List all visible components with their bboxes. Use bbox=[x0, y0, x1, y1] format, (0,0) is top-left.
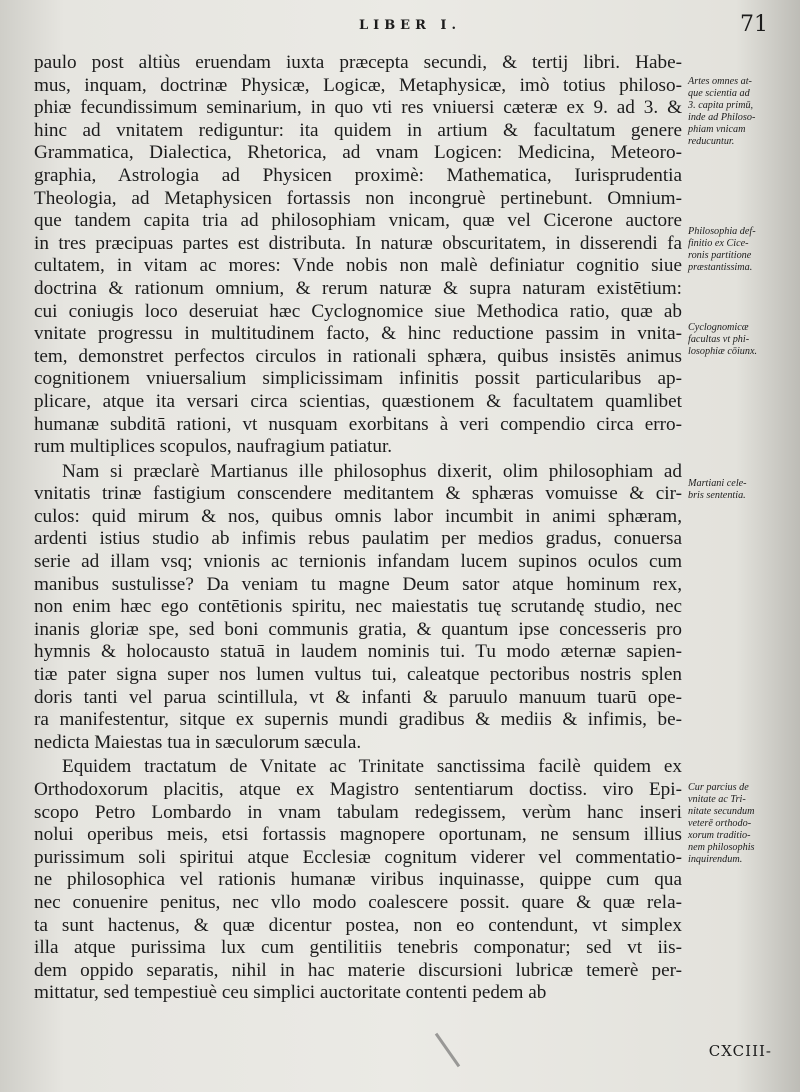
text-line: rum multiplices scopulos, naufragium patiatur. bbox=[34, 436, 393, 458]
marginal-note-line: facultas vt phi- bbox=[688, 334, 750, 345]
paragraph bbox=[34, 52, 682, 459]
marginal-note-trinitate bbox=[688, 782, 792, 866]
marginal-note-line: losophiæ cōiunx. bbox=[688, 346, 758, 357]
text-line: vnitatis trinæ fastigium conscendere meditantem & sphæras vomuisse & cir- bbox=[34, 483, 682, 505]
text-line: purissimum soli spiritui atque Ecclesiæ cognitum viderer vel commentatio- bbox=[34, 846, 682, 868]
text-line: nedicta Maiestas tua in sæculorum sæcula. bbox=[34, 731, 362, 753]
marginal-note-artes bbox=[688, 76, 792, 148]
text-line: non enim hæc ego contētionis spiritu, nec maiestatis tuę scrutandę studio, nec bbox=[34, 596, 682, 618]
marginal-note-line: Martiani cele- bbox=[688, 478, 747, 489]
text-line: culos: quid mirum & nos, quibus omnis labor incumbit in animi sphæram, bbox=[34, 505, 682, 527]
marginal-note-line: inde ad Philoso- bbox=[688, 112, 756, 123]
text-line: Equidem tractatum de Vnitate ac Trinitate sanctissima facilè quidem ex bbox=[62, 756, 682, 778]
marginal-note-line: Philosophia def- bbox=[688, 226, 756, 237]
marginal-note-line: inquirendum. bbox=[688, 854, 743, 865]
marginal-note-martiani bbox=[688, 478, 792, 502]
text-line: nec conuenire penitus, nec vllo modo coalescere possit. quare & quæ rela- bbox=[34, 891, 682, 913]
text-line: ne philosophica vel rationis humanæ viribus inquinasse, quippe cum qua bbox=[34, 869, 682, 891]
text-line: que tandem capita tria ad philosophiam vnicam, quæ vel Cicerone auctore bbox=[34, 210, 682, 232]
marginal-note-line: præstantissima. bbox=[688, 262, 753, 273]
text-line: Nam si præclarè Martianus ille philosophus dixerit, olim philosophiam ad bbox=[62, 460, 682, 482]
main-text bbox=[34, 52, 682, 1007]
text-line: cognitionem vniuersalium simplicissimam infinitis possit particularibus ap- bbox=[34, 368, 682, 390]
text-line: plicare, atque ita versari circa scientias, quæstionem & facultatem quamlibet bbox=[34, 390, 682, 412]
marginal-note-line: phiam vnicam bbox=[688, 124, 746, 135]
text-line: serie ad illam vsq; vnionis ac ternionis infandam lucem supinos oculos cum bbox=[34, 551, 682, 573]
text-line: mittatur, sed tempestiuè ceu simplici auctoritate contenti pedem ab bbox=[34, 982, 547, 1004]
text-line: paulo post altiùs eruendam iuxta præcepta secundi, & tertij libri. Habe- bbox=[34, 52, 682, 73]
text-line: inanis gloriæ spe, sed boni communis gratia, & quantum ipse concesseris pro bbox=[34, 618, 682, 640]
marginal-note-philosophia bbox=[688, 226, 792, 274]
text-line: hymnis & holocausto statuā in laudem nominis tui. Tu modo æternæ sapien- bbox=[34, 641, 682, 663]
text-line: doris tanti vel parua scintillula, vt & infanti & paruulo manuum tuarū ope- bbox=[34, 686, 682, 708]
text-line: ardenti istius studio ab infimis rebus paulatim per medios gradus, conuersa bbox=[34, 528, 682, 550]
text-line: in tres præcipuas partes est distributa. In naturæ obscuritatem, in disserendi fa bbox=[34, 232, 682, 254]
marginal-note-line: vnitate ac Tri- bbox=[688, 794, 746, 805]
text-line: illa atque purissima lux cum gentilitiis tenebris componatur; sed vt iis- bbox=[34, 937, 682, 959]
text-line: cui coniugis loco deseruiat hæc Cyclognomice siue Methodica ratio, quæ ab bbox=[34, 300, 682, 322]
marginal-note-line: reducuntur. bbox=[688, 136, 735, 147]
marginal-note-cyclognomice bbox=[688, 322, 792, 358]
marginal-note-line: que scientia ad bbox=[688, 88, 750, 99]
marginal-note-line: veterē orthodo- bbox=[688, 818, 752, 829]
running-head: LIBER I. bbox=[358, 18, 462, 33]
marginal-note-line: ronis partitione bbox=[688, 250, 752, 261]
marginal-note-line: Cur parcius de bbox=[688, 782, 749, 793]
text-line: cultatem, in vitam ac mores: Vnde nobis non malè definiatur cognitio siue bbox=[34, 255, 682, 277]
text-line: humanæ subditā rationi, vt nusquam exorbitans à veri compendio circa erro- bbox=[34, 413, 682, 435]
marginal-note-line: xorum traditio- bbox=[688, 830, 751, 841]
text-line: graphia, Astrologia ad Physicen proximè: Mathematica, Iurisprudentia bbox=[34, 164, 682, 186]
text-line: manibus sustulisse? Da veniam tu magne Deum sator atque hominum rex, bbox=[34, 573, 682, 595]
text-line: hinc ad vnitatem rediguntur: ita quidem in artium & facultatum genere bbox=[34, 119, 682, 141]
text-line: doctrina & rationum omnium, & rerum naturæ & supra naturam existētium: bbox=[34, 277, 682, 299]
text-line: ta sunt hactenus, & quæ dicentur postea, non eo contendunt, vt simplex bbox=[34, 914, 682, 936]
text-line: vnitate progressu in multitudinem facto, & hinc reductione passim in vnita- bbox=[34, 323, 682, 345]
marginal-note-line: Cyclognomicæ bbox=[688, 322, 749, 333]
text-line: Grammatica, Dialectica, Rhetorica, ad vnam Logicen: Medicina, Meteoro- bbox=[34, 142, 682, 164]
marginal-note-line: nitate secundum bbox=[688, 806, 755, 817]
text-line: tem, demonstret perfectos circulos in rationali sphæra, quibus insistēs animus bbox=[34, 345, 682, 367]
paragraph bbox=[34, 756, 682, 1005]
text-line: phiæ fecundissimum seminarium, in quo vti res vniuersi cæteræ ex 9. ad 3. & bbox=[34, 97, 682, 119]
marginal-note-line: bris sententia. bbox=[688, 490, 746, 501]
catchword: CXCIII- bbox=[708, 1042, 772, 1060]
page-number: 71 bbox=[740, 12, 768, 37]
marginal-note-line: finitio ex Cice- bbox=[688, 238, 749, 249]
marginal-note-line: nem philosophis bbox=[688, 842, 755, 853]
marginal-note-line: 3. capita primū, bbox=[688, 100, 754, 111]
text-line: mus, inquam, doctrinæ Physicæ, Logicæ, Metaphysicæ, imò totius philoso- bbox=[34, 74, 682, 96]
paragraph bbox=[34, 461, 682, 755]
text-line: ra manifestentur, sitque ex supernis mundi gradibus & mediis & infimis, be- bbox=[34, 709, 682, 731]
text-line: Theologia, ad Metaphysicen fortassis non incongruè pertinebunt. Omnium- bbox=[34, 187, 682, 209]
ink-stroke-mark bbox=[435, 1033, 460, 1067]
text-line: nolui operibus meis, etsi fortassis magnopere oportunam, ne sensum illius bbox=[34, 824, 682, 846]
text-line: dem oppido separatis, nihil in hac materie discursioni lubricæ temerè per- bbox=[34, 959, 682, 981]
text-line: scopo Petro Lombardo in vnam tabulam redegissem, verùm hanc inseri bbox=[34, 801, 682, 823]
text-line: Orthodoxorum placitis, atque ex Magistro sententiarum doctiss. viro Epi- bbox=[34, 779, 682, 800]
text-line: tiæ pater signa super nos lumen vultus tui, caleatque pectoribus nostris splen bbox=[34, 664, 682, 686]
marginal-note-line: Artes omnes at- bbox=[688, 76, 752, 87]
